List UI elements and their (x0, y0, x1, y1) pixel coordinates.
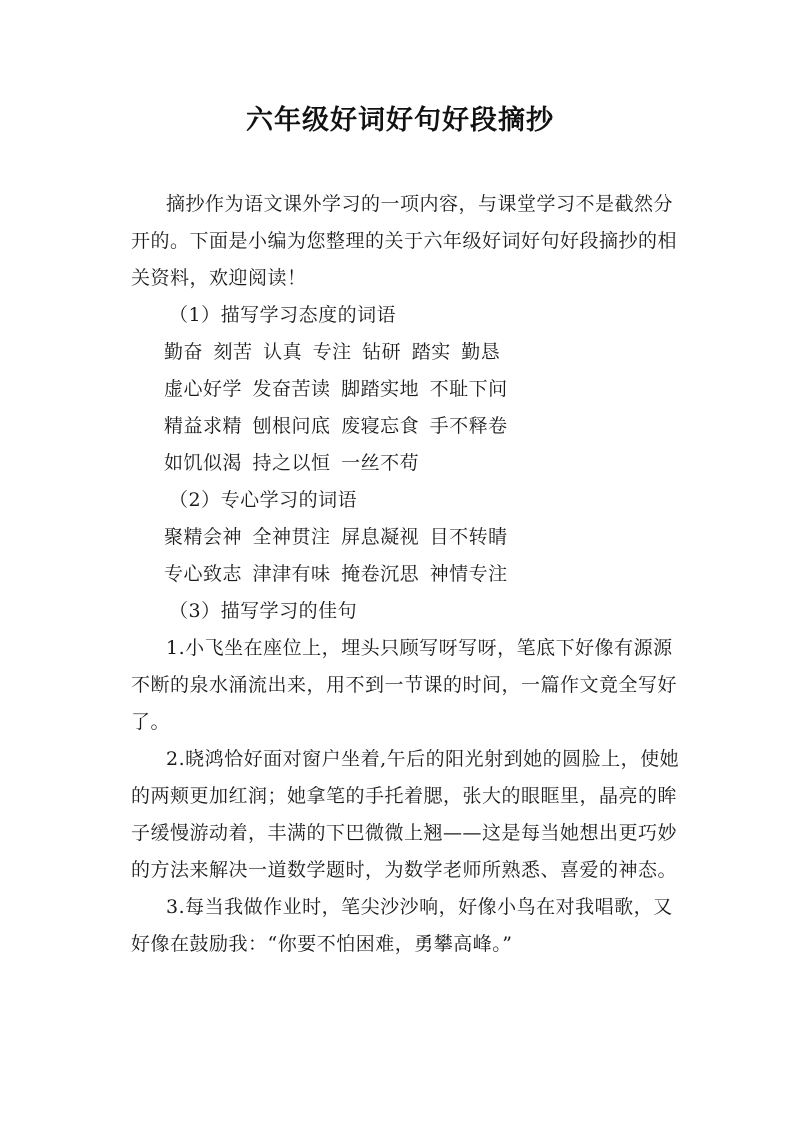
example-paragraph: 3.每当我做作业时，笔尖沙沙响，好像小鸟在对我唱歌，又好像在鼓励我：“你要不怕困难，勇攀高峰。” (131, 896, 673, 955)
intro-paragraph: 摘抄作为语文课外学习的一项内容，与课堂学习不是截然分开的。下面是小编为您整理的关于六年级好词好句好段摘抄的相关资料，欢迎阅读！ (131, 193, 678, 289)
word-list-line: 勤奋 刻苦 认真 专注 钻研 踏实 勤恳 (164, 341, 501, 363)
example-paragraph: 2.晓鸿恰好面对窗户坐着,午后的阳光射到她的圆脸上，使她的两颊更加红润；她拿笔的手托着腮，张大的眼眶里，晶亮的眸子缓慢游动着，丰满的下巴微微上翘——这是每当她想出更巧妙的方法来解决一道数学题时，为数学老师所熟悉、喜爱的神态。 (131, 748, 680, 881)
section-heading-focus: （2）专心学习的词语 (169, 489, 358, 511)
word-list-line: 虚心好学 发奋苦读 脚踏实地 不耻下问 (164, 378, 508, 400)
section-heading-sentences: （3）描写学习的佳句 (169, 600, 358, 622)
word-list-line: 专心致志 津津有味 掩卷沉思 神情专注 (164, 563, 508, 585)
example-paragraph: 1.小飞坐在座位上，埋头只顾写呀写呀，笔底下好像有源源不断的泉水涌流出来，用不到一节课的时间，一篇作文竟全写好了。 (131, 637, 678, 733)
document-title: 六年级好词好句好段摘抄 (246, 105, 554, 136)
section-heading-attitude: （1）描写学习态度的词语 (169, 304, 397, 326)
word-list-line: 聚精会神 全神贯注 屏息凝视 目不转睛 (164, 526, 508, 548)
word-list-line: 精益求精 刨根问底 废寝忘食 手不释卷 (164, 415, 508, 437)
word-list-line: 如饥似渴 持之以恒 一丝不苟 (164, 452, 420, 474)
document-body (131, 186, 691, 963)
